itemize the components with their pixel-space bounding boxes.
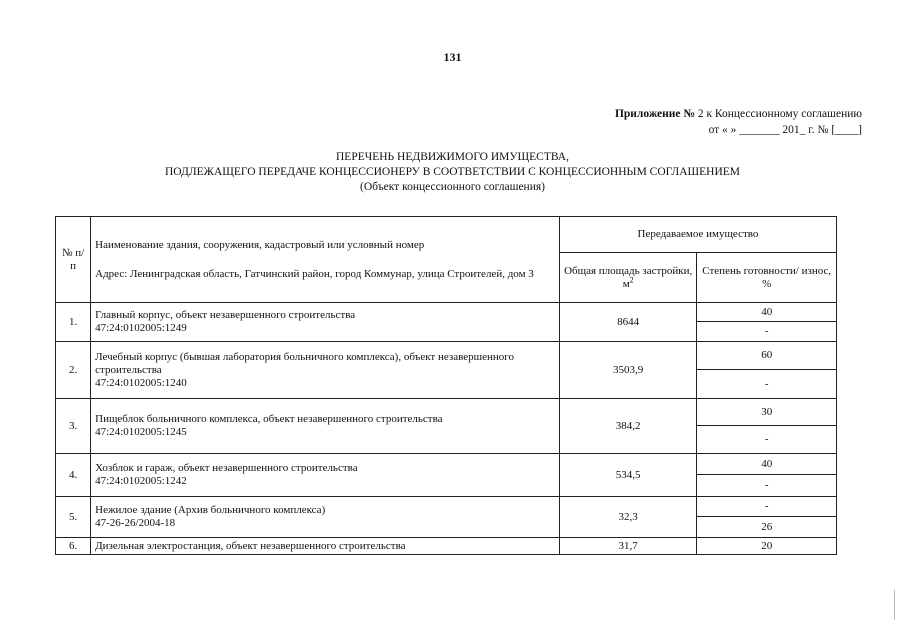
header-readiness: Степень готовности/ износ, % [697,253,837,303]
header-name-line1: Наименование здания, сооружения, кадастровый или условный номер [95,238,425,251]
header-transferred: Передаваемое имущество [559,217,836,253]
row-wear-value: - [764,433,769,445]
row-readiness-value: 40 [697,454,836,475]
appendix-date-line: от « » _______ 201_ г. № [____] [708,124,862,136]
row-wear-value: - [764,325,769,337]
header-name [91,217,560,303]
row-name [91,497,560,538]
row-readiness-value: 60 [697,342,836,370]
table-row [56,399,837,454]
scan-artifact-line [894,590,895,620]
header-address: Адрес: Ленинградская область, Гатчинский район, город Коммунар, улица Строителей, дом 3 [95,267,534,280]
property-table [55,216,837,555]
appendix-label: Приложение № [614,108,695,120]
row-name-text: Лечебный корпус (бывшая лаборатория больничного комплекса), объект незавершенного строительства [95,350,515,376]
row-wear-value: - [764,479,769,491]
row-readiness-value: 30 [697,399,836,426]
row-readiness-value: 40 [697,303,836,322]
row-readiness [697,497,837,538]
row-num: 3. [56,399,91,454]
row-readiness-value: - [697,497,836,517]
header-num: № п/п [56,217,91,303]
row-name [91,342,560,399]
row-wear-value: 26 [761,521,773,533]
row-name [91,454,560,497]
row-area: 8644 [559,303,697,342]
row-name [91,399,560,454]
document-title [0,150,905,195]
row-area: 3503,9 [559,342,697,399]
row-cadastral: 47:24:0102005:1242 [95,475,187,487]
row-cadastral: 47:24:0102005:1249 [95,322,187,334]
table-header-row [56,217,837,253]
row-name [91,303,560,342]
row-area: 31,7 [559,538,697,555]
appendix-text: 2 к Концессионному соглашению [694,108,862,120]
row-name-text: Пищеблок больничного комплекса, объект незавершенного строительства [95,413,443,425]
row-area: 384,2 [559,399,697,454]
row-name-text: Главный корпус, объект незавершенного строительства [95,309,356,321]
row-name: Дизельная электростанция, объект незавершенного строительства [91,538,560,555]
table-row [56,342,837,399]
page-number: 131 [443,50,462,64]
row-num: 5. [56,497,91,538]
row-name-text: Нежилое здание (Архив больничного комплекса) [95,504,326,516]
row-cadastral: 47:24:0102005:1245 [95,426,187,438]
row-num: 1. [56,303,91,342]
row-area: 534,5 [559,454,697,497]
table-row [56,538,837,555]
row-readiness: 20 [697,538,837,555]
row-readiness [697,303,837,342]
row-cadastral: 47:24:0102005:1240 [95,376,187,389]
header-area-sup: 2 [629,274,634,284]
title-line-1: ПЕРЕЧЕНЬ НЕДВИЖИМОГО ИМУЩЕСТВА, [336,151,569,163]
row-readiness [697,399,837,454]
row-wear-value: - [764,378,769,390]
row-readiness [697,454,837,497]
table-row [56,303,837,342]
table-row [56,497,837,538]
row-cadastral: 47-26-26/2004-18 [95,517,176,529]
table-row [56,454,837,497]
header-area-label: Общая площадь застройки, м [564,264,693,290]
header-area [559,253,697,303]
row-num: 2. [56,342,91,399]
title-line-2: ПОДЛЕЖАЩЕГО ПЕРЕДАЧЕ КОНЦЕССИОНЕРУ В СООТВЕТСТВИИ С КОНЦЕССИОННЫМ СОГЛАШЕНИЕМ [164,166,741,178]
row-name-text: Хозблок и гараж, объект незавершенного строительства [95,462,358,474]
row-num: 4. [56,454,91,497]
appendix-header [615,106,862,138]
title-line-3: (Объект концессионного соглашения) [360,181,545,193]
row-readiness [697,342,837,399]
row-num: 6. [56,538,91,555]
row-area: 32,3 [559,497,697,538]
